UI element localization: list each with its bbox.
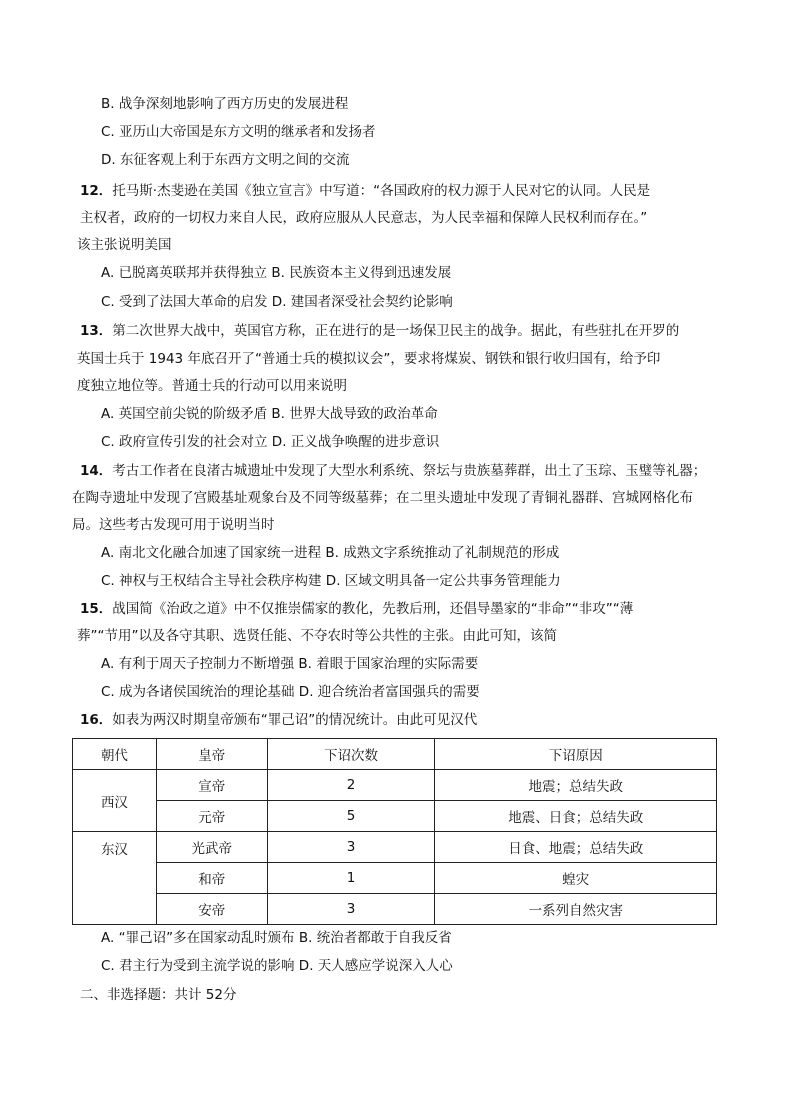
q14-options-ab: A. 南北文化融合加速了国家统一进程 B. 成熟文字系统推动了礼制规范的形成 bbox=[101, 545, 560, 561]
count-cell: 5 bbox=[267, 801, 435, 832]
q13-stem-text-1: 第二次世界大战中，英国官方称，正在进行的是一场保卫民主的战争。据此，有些驻扎在开罗的 bbox=[112, 323, 680, 339]
q14-number: 14． bbox=[80, 463, 113, 479]
dynasty-cell: 西汉 bbox=[73, 770, 157, 832]
reason-cell: 蝗灾 bbox=[435, 863, 717, 894]
reason-cell: 地震；总结失政 bbox=[435, 770, 717, 801]
option-d: D. 东征客观上利于东西方文明之间的交流 bbox=[101, 152, 350, 168]
q14-options-cd: C. 神权与王权结合主导社会秩序构建 D. 区域文明具备一定公共事务管理能力 bbox=[101, 573, 561, 589]
section-heading: 二、非选择题：共计 52分 bbox=[80, 987, 237, 1003]
reason-cell: 一系列自然灾害 bbox=[435, 894, 717, 925]
table-row bbox=[73, 770, 717, 801]
option-b: B. 战争深刻地影响了西方历史的发展进程 bbox=[101, 96, 349, 112]
table-row bbox=[73, 832, 717, 863]
q12-number: 12． bbox=[80, 183, 113, 199]
q12-stem-line-1 bbox=[80, 181, 650, 201]
table-row bbox=[73, 894, 717, 925]
reason-cell: 日食、地震；总结失政 bbox=[435, 832, 717, 863]
q13-stem-line-1 bbox=[80, 321, 679, 341]
emperor-cell: 和帝 bbox=[156, 863, 267, 894]
q14-stem-line-3: 局。这些考古发现可用于说明当时 bbox=[72, 517, 275, 533]
q12-options-cd: C. 受到了法国大革命的启发 D. 建国者深受社会契约论影响 bbox=[101, 294, 453, 310]
q14-stem-line-1 bbox=[80, 461, 706, 481]
count-cell: 3 bbox=[267, 894, 435, 925]
header-count: 下诏次数 bbox=[267, 739, 435, 770]
header-emperor: 皇帝 bbox=[156, 739, 267, 770]
table-row bbox=[73, 863, 717, 894]
q16-options-ab: A. “罪己诏”多在国家动乱时颁布 B. 统治者都敢于自我反省 bbox=[101, 930, 452, 946]
table-row bbox=[73, 801, 717, 832]
q14-stem-line-2: 在陶寺遗址中发现了宫殿基址观象台及不同等级墓葬；在二里头遗址中发现了青铜礼器群、宫城网格化布 bbox=[72, 490, 693, 506]
q15-options-ab: A. 有利于周天子控制力不断增强 B. 着眼于国家治理的实际需要 bbox=[101, 656, 479, 672]
q15-stem-line-1 bbox=[80, 599, 633, 619]
q13-number: 13． bbox=[80, 323, 113, 339]
q13-options-ab: A. 英国空前尖锐的阶级矛盾 B. 世界大战导致的政治革命 bbox=[101, 406, 438, 422]
count-cell: 1 bbox=[267, 863, 435, 894]
q16-stem-text-1: 如表为两汉时期皇帝颁布“罪己诏”的情况统计。由此可见汉代 bbox=[112, 712, 478, 728]
q16-number: 16． bbox=[80, 712, 113, 728]
q13-stem-line-3: 度独立地位等。普通士兵的行动可以用来说明 bbox=[77, 378, 347, 394]
q12-stem-text-1: 托马斯·杰斐逊在美国《独立宣言》中写道：“各国政府的权力源于人民对它的认同。人民是 bbox=[112, 183, 651, 199]
q16-stem-line-1 bbox=[80, 710, 477, 730]
q13-options-cd: C. 政府宣传引发的社会对立 D. 正义战争唤醒的进步意识 bbox=[101, 434, 440, 450]
q15-number: 15． bbox=[80, 601, 113, 617]
q12-options-ab: A. 已脱离英联邦并获得独立 B. 民族资本主义得到迅速发展 bbox=[101, 265, 452, 281]
header-dynasty: 朝代 bbox=[73, 739, 157, 770]
q14-stem-text-1: 考古工作者在良渚古城遗址中发现了大型水利系统、祭坛与贵族墓葬群，出土了玉琮、玉璧等礼器； bbox=[112, 463, 707, 479]
q12-stem-line-2: 主权者，政府的一切权力来自人民，政府应服从人民意志，为人民幸福和保障人民权利而存在。” bbox=[80, 210, 648, 226]
q15-options-cd: C. 成为各诸侯国统治的理论基础 D. 迎合统治者富国强兵的需要 bbox=[101, 684, 480, 700]
dynasty-cell: 东汉 bbox=[73, 832, 157, 925]
emperor-cell: 元帝 bbox=[156, 801, 267, 832]
q13-stem-line-2: 英国士兵于 1943 年底召开了“普通士兵的模拟议会”，要求将煤炭、钢铁和银行收归国有，给予印 bbox=[77, 351, 661, 367]
emperor-cell: 安帝 bbox=[156, 894, 267, 925]
count-cell: 2 bbox=[267, 770, 435, 801]
q15-stem-line-2: 葬”“节用”以及各守其职、选贤任能、不夺农时等公共性的主张。由此可知，该简 bbox=[77, 628, 557, 644]
reason-cell: 地震、日食；总结失政 bbox=[435, 801, 717, 832]
edict-statistics-table bbox=[72, 738, 717, 925]
q16-options-cd: C. 君主行为受到主流学说的影响 D. 天人感应学说深入人心 bbox=[101, 958, 453, 974]
header-reason: 下诏原因 bbox=[435, 739, 717, 770]
count-cell: 3 bbox=[267, 832, 435, 863]
table-header-row bbox=[73, 739, 717, 770]
option-c: C. 亚历山大帝国是东方文明的继承者和发扬者 bbox=[101, 124, 376, 140]
emperor-cell: 宣帝 bbox=[156, 770, 267, 801]
emperor-cell: 光武帝 bbox=[156, 832, 267, 863]
q12-stem-line-3: 该主张说明美国 bbox=[77, 237, 172, 253]
q15-stem-text-1: 战国简《治政之道》中不仅推崇儒家的教化，先教后刑，还倡导墨家的“非命”“非攻”“薄 bbox=[112, 601, 634, 617]
